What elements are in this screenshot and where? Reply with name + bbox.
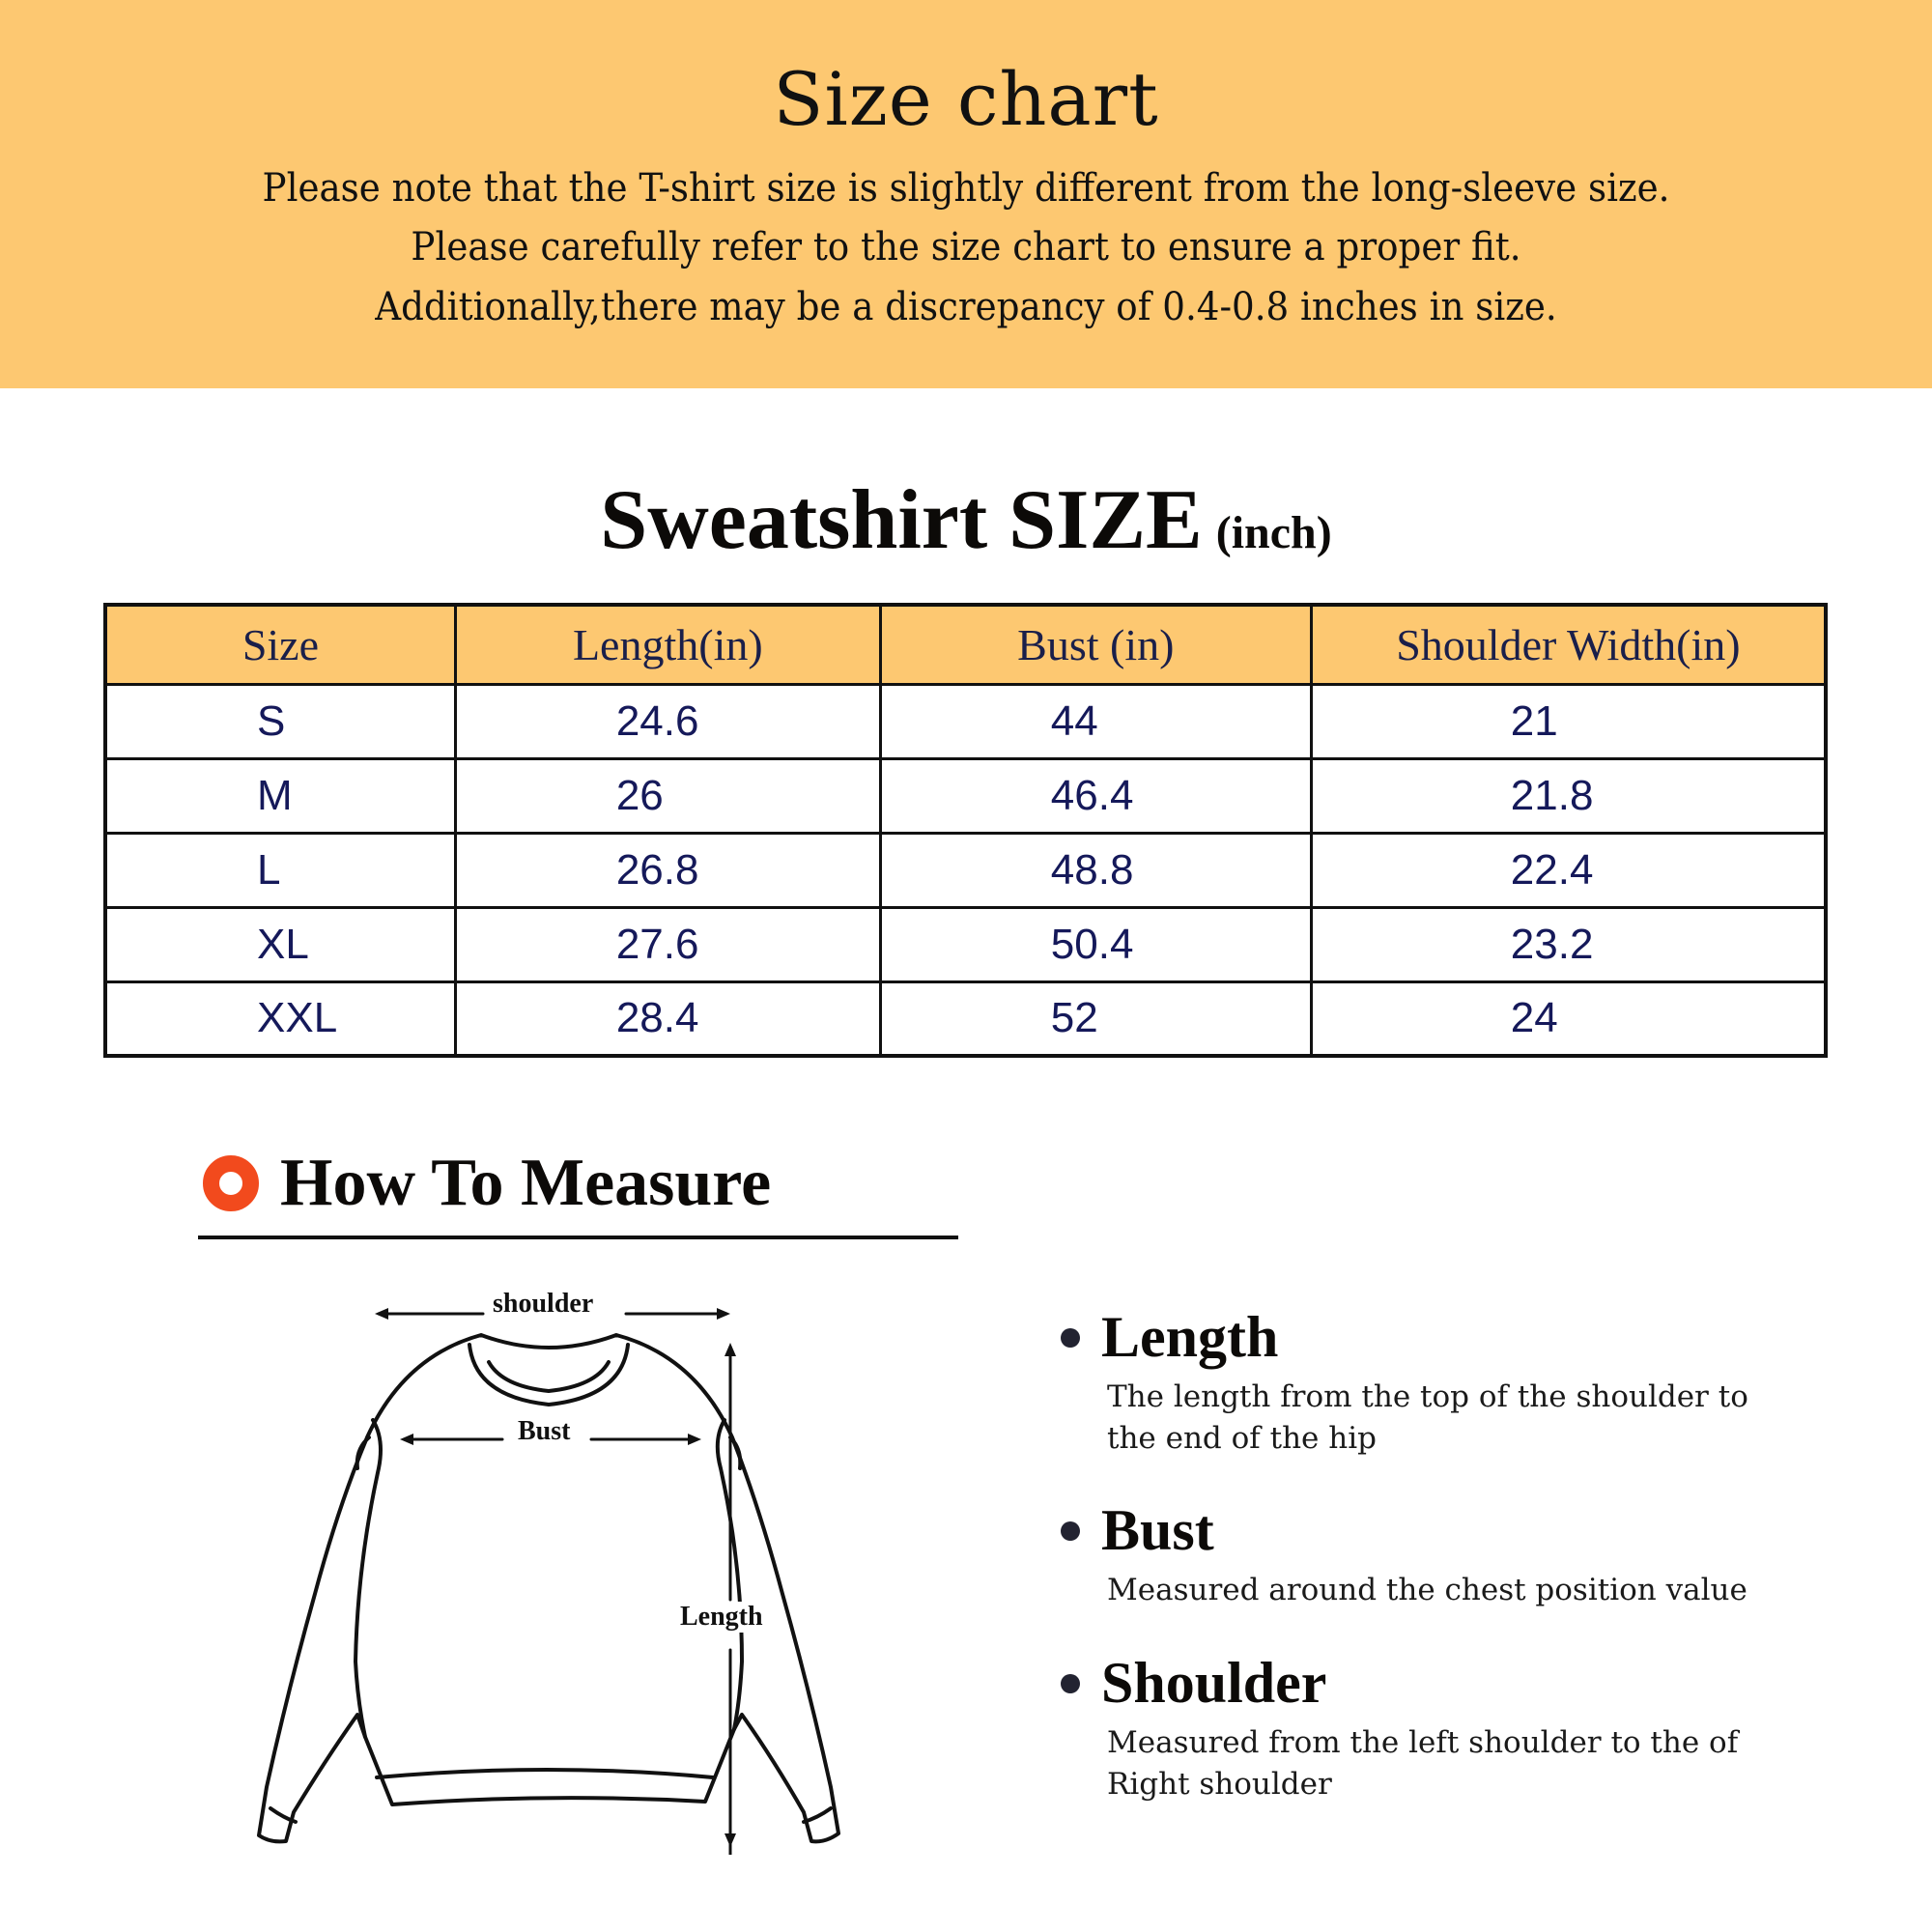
ring-icon [203, 1155, 259, 1211]
definition-title: Bust [1101, 1498, 1214, 1562]
how-to-measure-title: How To Measure [280, 1146, 772, 1220]
cell-shoulder: 21 [1311, 684, 1826, 758]
notice-line: Please carefully refer to the size chart to ensure a proper fit. [411, 225, 1521, 270]
how-to-measure-heading [203, 1145, 771, 1222]
definition-length [1061, 1304, 1764, 1460]
diagram-label-shoulder: shoulder [489, 1289, 597, 1320]
cell-bust: 50.4 [880, 907, 1311, 981]
bullet-icon [1061, 1328, 1080, 1348]
notice-line: Please note that the T-shirt size is slightly different from the long-sleeve size. [262, 166, 1670, 211]
cell-size: S [105, 684, 455, 758]
table-header-row [105, 605, 1826, 684]
cell-size: XXL [105, 981, 455, 1056]
definition-title: Length [1101, 1305, 1279, 1369]
table-row [105, 907, 1826, 981]
cell-shoulder: 22.4 [1311, 833, 1826, 907]
definition-description: Measured from the left shoulder to the of Right shoulder [1107, 1725, 1739, 1802]
size-table [103, 603, 1828, 1058]
table-row [105, 981, 1826, 1056]
bullet-icon [1061, 1674, 1080, 1693]
cell-length: 27.6 [455, 907, 880, 981]
cell-length: 28.4 [455, 981, 880, 1056]
table-row [105, 684, 1826, 758]
bullet-icon [1061, 1521, 1080, 1541]
notice-line: Additionally,there may be a discrepancy of 0.4-0.8 inches in size. [375, 285, 1557, 329]
cell-bust: 44 [880, 684, 1311, 758]
divider [198, 1236, 958, 1239]
cell-shoulder: 21.8 [1311, 758, 1826, 833]
definition-shoulder [1061, 1650, 1764, 1805]
page-title: Size chart [773, 56, 1159, 142]
table-heading-unit: (inch) [1215, 507, 1332, 558]
cell-bust: 46.4 [880, 758, 1311, 833]
cell-length: 26 [455, 758, 880, 833]
column-header-bust: Bust (in) [880, 605, 1311, 684]
sweatshirt-outline-icon [213, 1275, 889, 1855]
definition-description: Measured around the chest position value [1107, 1573, 1747, 1607]
column-header-length: Length(in) [455, 605, 880, 684]
sweatshirt-diagram [213, 1275, 889, 1855]
cell-bust: 48.8 [880, 833, 1311, 907]
definition-description: The length from the top of the shoulder to the end of the hip [1107, 1379, 1748, 1456]
column-header-shoulder-width: Shoulder Width(in) [1311, 605, 1826, 684]
table-heading-main: Sweatshirt SIZE [600, 473, 1203, 567]
definition-title: Shoulder [1101, 1651, 1327, 1715]
column-header-size: Size [105, 605, 455, 684]
table-heading [0, 471, 1932, 569]
cell-size: M [105, 758, 455, 833]
cell-length: 26.8 [455, 833, 880, 907]
cell-size: XL [105, 907, 455, 981]
cell-shoulder: 24 [1311, 981, 1826, 1056]
cell-size: L [105, 833, 455, 907]
cell-bust: 52 [880, 981, 1311, 1056]
definition-bust [1061, 1497, 1764, 1611]
cell-shoulder: 23.2 [1311, 907, 1826, 981]
table-row [105, 758, 1826, 833]
table-row [105, 833, 1826, 907]
cell-length: 24.6 [455, 684, 880, 758]
diagram-label-bust: Bust [514, 1416, 574, 1447]
notice-banner [0, 0, 1932, 388]
diagram-label-length: Length [676, 1602, 767, 1633]
